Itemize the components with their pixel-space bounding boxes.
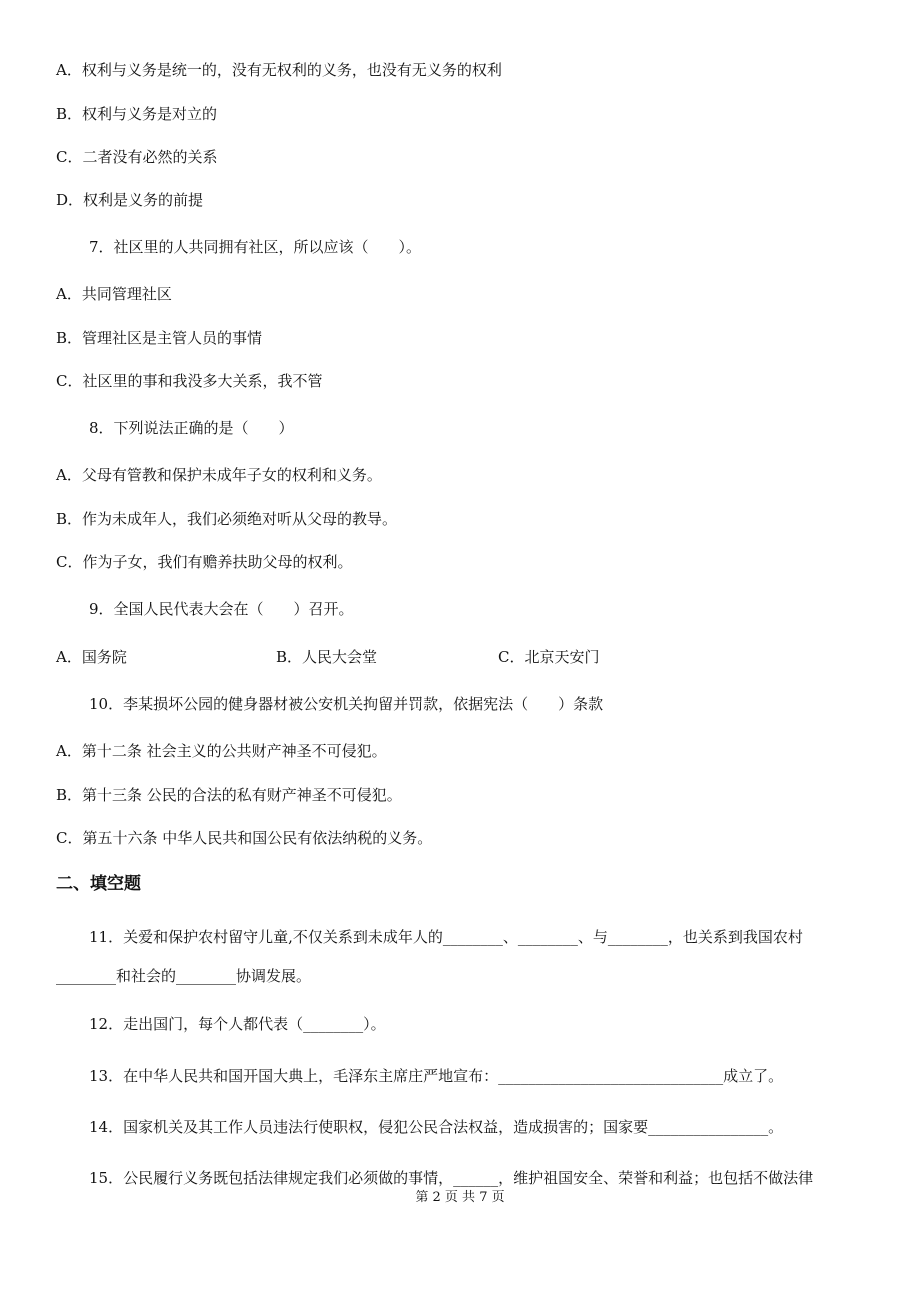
question-9: 9．全国人民代表大会在（ ）召开。 (89, 600, 354, 618)
question-15: 15．公民履行义务既包括法律规定我们必须做的事情，______，维护祖国安全、荣誉和利益；也包括不做法律 (89, 1169, 814, 1187)
question-8: 8．下列说法正确的是（ ） (89, 419, 294, 437)
question-11-line1: 11．关爱和保护农村留守儿童,不仅关系到未成年人的________、________、与________，也关系到我国农村 (89, 928, 803, 946)
question-7: 7．社区里的人共同拥有社区，所以应该（ ）。 (89, 238, 422, 256)
page-footer: 第 2 页 共 7 页 (415, 1190, 505, 1205)
question-14: 14．国家机关及其工作人员违法行使职权，侵犯公民合法权益，造成损害的；国家要________________。 (89, 1118, 784, 1136)
option-8a: A．父母有管教和保护未成年子女的权利和义务。 (56, 466, 382, 484)
option-6b: B．权利与义务是对立的 (56, 105, 218, 123)
option-9a: A．国务院 (56, 648, 127, 666)
option-10b: B．第十三条 公民的合法的私有财产神圣不可侵犯。 (56, 786, 402, 804)
option-6c: C．二者没有必然的关系 (56, 148, 218, 166)
section-title-fill-blank: 二、填空题 (56, 874, 141, 894)
option-9b: B．人民大会堂 (276, 648, 378, 666)
question-12: 12．走出国门，每个人都代表（________）。 (89, 1015, 386, 1033)
option-9c: C．北京天安门 (498, 648, 600, 666)
question-10: 10．李某损坏公园的健身器材被公安机关拘留并罚款，依据宪法（ ）条款 (89, 695, 604, 713)
option-7c: C．社区里的事和我没多大关系，我不管 (56, 372, 323, 390)
option-7a: A．共同管理社区 (56, 285, 172, 303)
option-6d: D．权利是义务的前提 (56, 191, 204, 209)
option-8b: B．作为未成年人，我们必须绝对听从父母的教导。 (56, 510, 398, 528)
option-7b: B．管理社区是主管人员的事情 (56, 329, 263, 347)
option-8c: C．作为子女，我们有赡养扶助父母的权利。 (56, 553, 353, 571)
question-11-line2: ________和社会的________协调发展。 (56, 967, 312, 985)
option-10a: A．第十二条 社会主义的公共财产神圣不可侵犯。 (56, 742, 387, 760)
option-6a: A．权利与义务是统一的，没有无权利的义务，也没有无义务的权利 (56, 61, 502, 79)
question-13: 13．在中华人民共和国开国大典上，毛泽东主席庄严地宣布：______________________________成立了。 (89, 1067, 784, 1085)
option-10c: C．第五十六条 中华人民共和国公民有依法纳税的义务。 (56, 829, 433, 847)
